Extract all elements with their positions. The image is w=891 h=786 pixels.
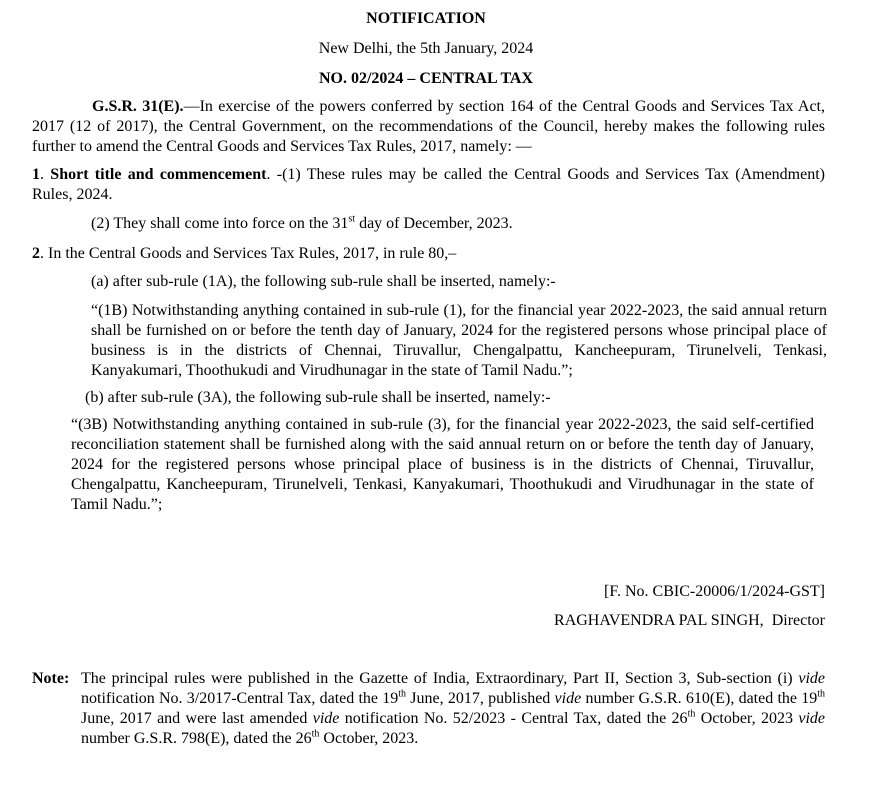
gsr-number: G.S.R. 31(E).: [92, 98, 184, 115]
rule-2-text: . In the Central Goods and Services Tax Rules, 2017, in rule 80,–: [40, 245, 457, 262]
file-number: [F. No. CBIC-20006/1/2024-GST]: [604, 583, 825, 600]
rule-2-clause-a: (a) after sub-rule (1A), the following sub-rule shall be inserted, namely:-: [91, 273, 556, 290]
preamble-paragraph: [32, 97, 825, 157]
notification-dateline: New Delhi, the 5th January, 2024: [318, 40, 534, 57]
rule-1-number: 1: [32, 166, 40, 183]
preamble-text: —In exercise of the powers conferred by section 164 of the Central Goods and Services Tax Act, 2017 (12 of 2017), the Central Government, on the recommendations of the Council, hereby makes the following rules further to amend the Central Goods and Services Tax Rules, 2017, namely: —: [32, 98, 825, 155]
rule-2-clause-b: (b) after sub-rule (3A), the following sub-rule shall be inserted, namely:-: [85, 389, 551, 406]
notification-number: NO. 02/2024 – CENTRAL TAX: [318, 70, 534, 87]
note-label: Note:: [32, 670, 70, 687]
rule-2-number: 2: [32, 245, 40, 262]
note-text: The principal rules were published in the Gazette of India, Extraordinary, Part II, Section 3, Sub-section (i) vide notification No. 3/2017-Central Tax, dated the 19th June, 2017, published vide number G.S.R. 610(E), dated the 19th June, 2017 and were last amended vide notification No. 52/2023 - Central Tax, dated the 26th October, 2023 vide number G.S.R. 798(E), dated the 26th October, 2023.: [81, 670, 826, 747]
rule-2-clause-a-quote: “(1B) Notwithstanding anything contained in sub-rule (1), for the financial year 2022-2023, the said annual return shall be furnished on or before the tenth day of January, 2024 for the registered persons whose principal place of business is in the districts of Chennai, Tiruvallur, Chengalpattu, Kancheepuram, Tirunelveli, Tenkasi, Kanyakumari, Thoothukudi and Virudhunagar in the state of Tamil Nadu.”;: [91, 302, 827, 379]
rule-1: [32, 165, 825, 205]
signatory-designation: Director: [771, 612, 825, 629]
rule-1-sep: .: [40, 166, 51, 183]
rule-1-heading: Short title and commencement: [50, 166, 267, 183]
rule-1-subrule-2: (2) They shall come into force on the 31st day of December, 2023.: [91, 213, 513, 232]
rule-2: [32, 244, 456, 264]
rule-1-text: . -(1) These rules may be called the Central Goods and Services Tax (Amendment) Rules, 2024.: [32, 166, 825, 203]
signatory: [554, 611, 825, 631]
notification-title: NOTIFICATION: [366, 10, 486, 27]
signatory-name: RAGHAVENDRA PAL SINGH,: [554, 612, 764, 629]
rule-2-clause-b-quote: “(3B) Notwithstanding anything contained in sub-rule (3), for the financial year 2022-2023, the said self-certified reconciliation statement shall be furnished along with the said annual return on or before the tenth day of January, 2024 for the registered persons whose principal place of business is in the districts of Chennai, Tiruvallur, Chengalpattu, Kancheepuram, Tirunelveli, Tenkasi, Kanyakumari, Thoothukudi and Virudhunagar in the state of Tamil Nadu.”;: [71, 416, 814, 513]
